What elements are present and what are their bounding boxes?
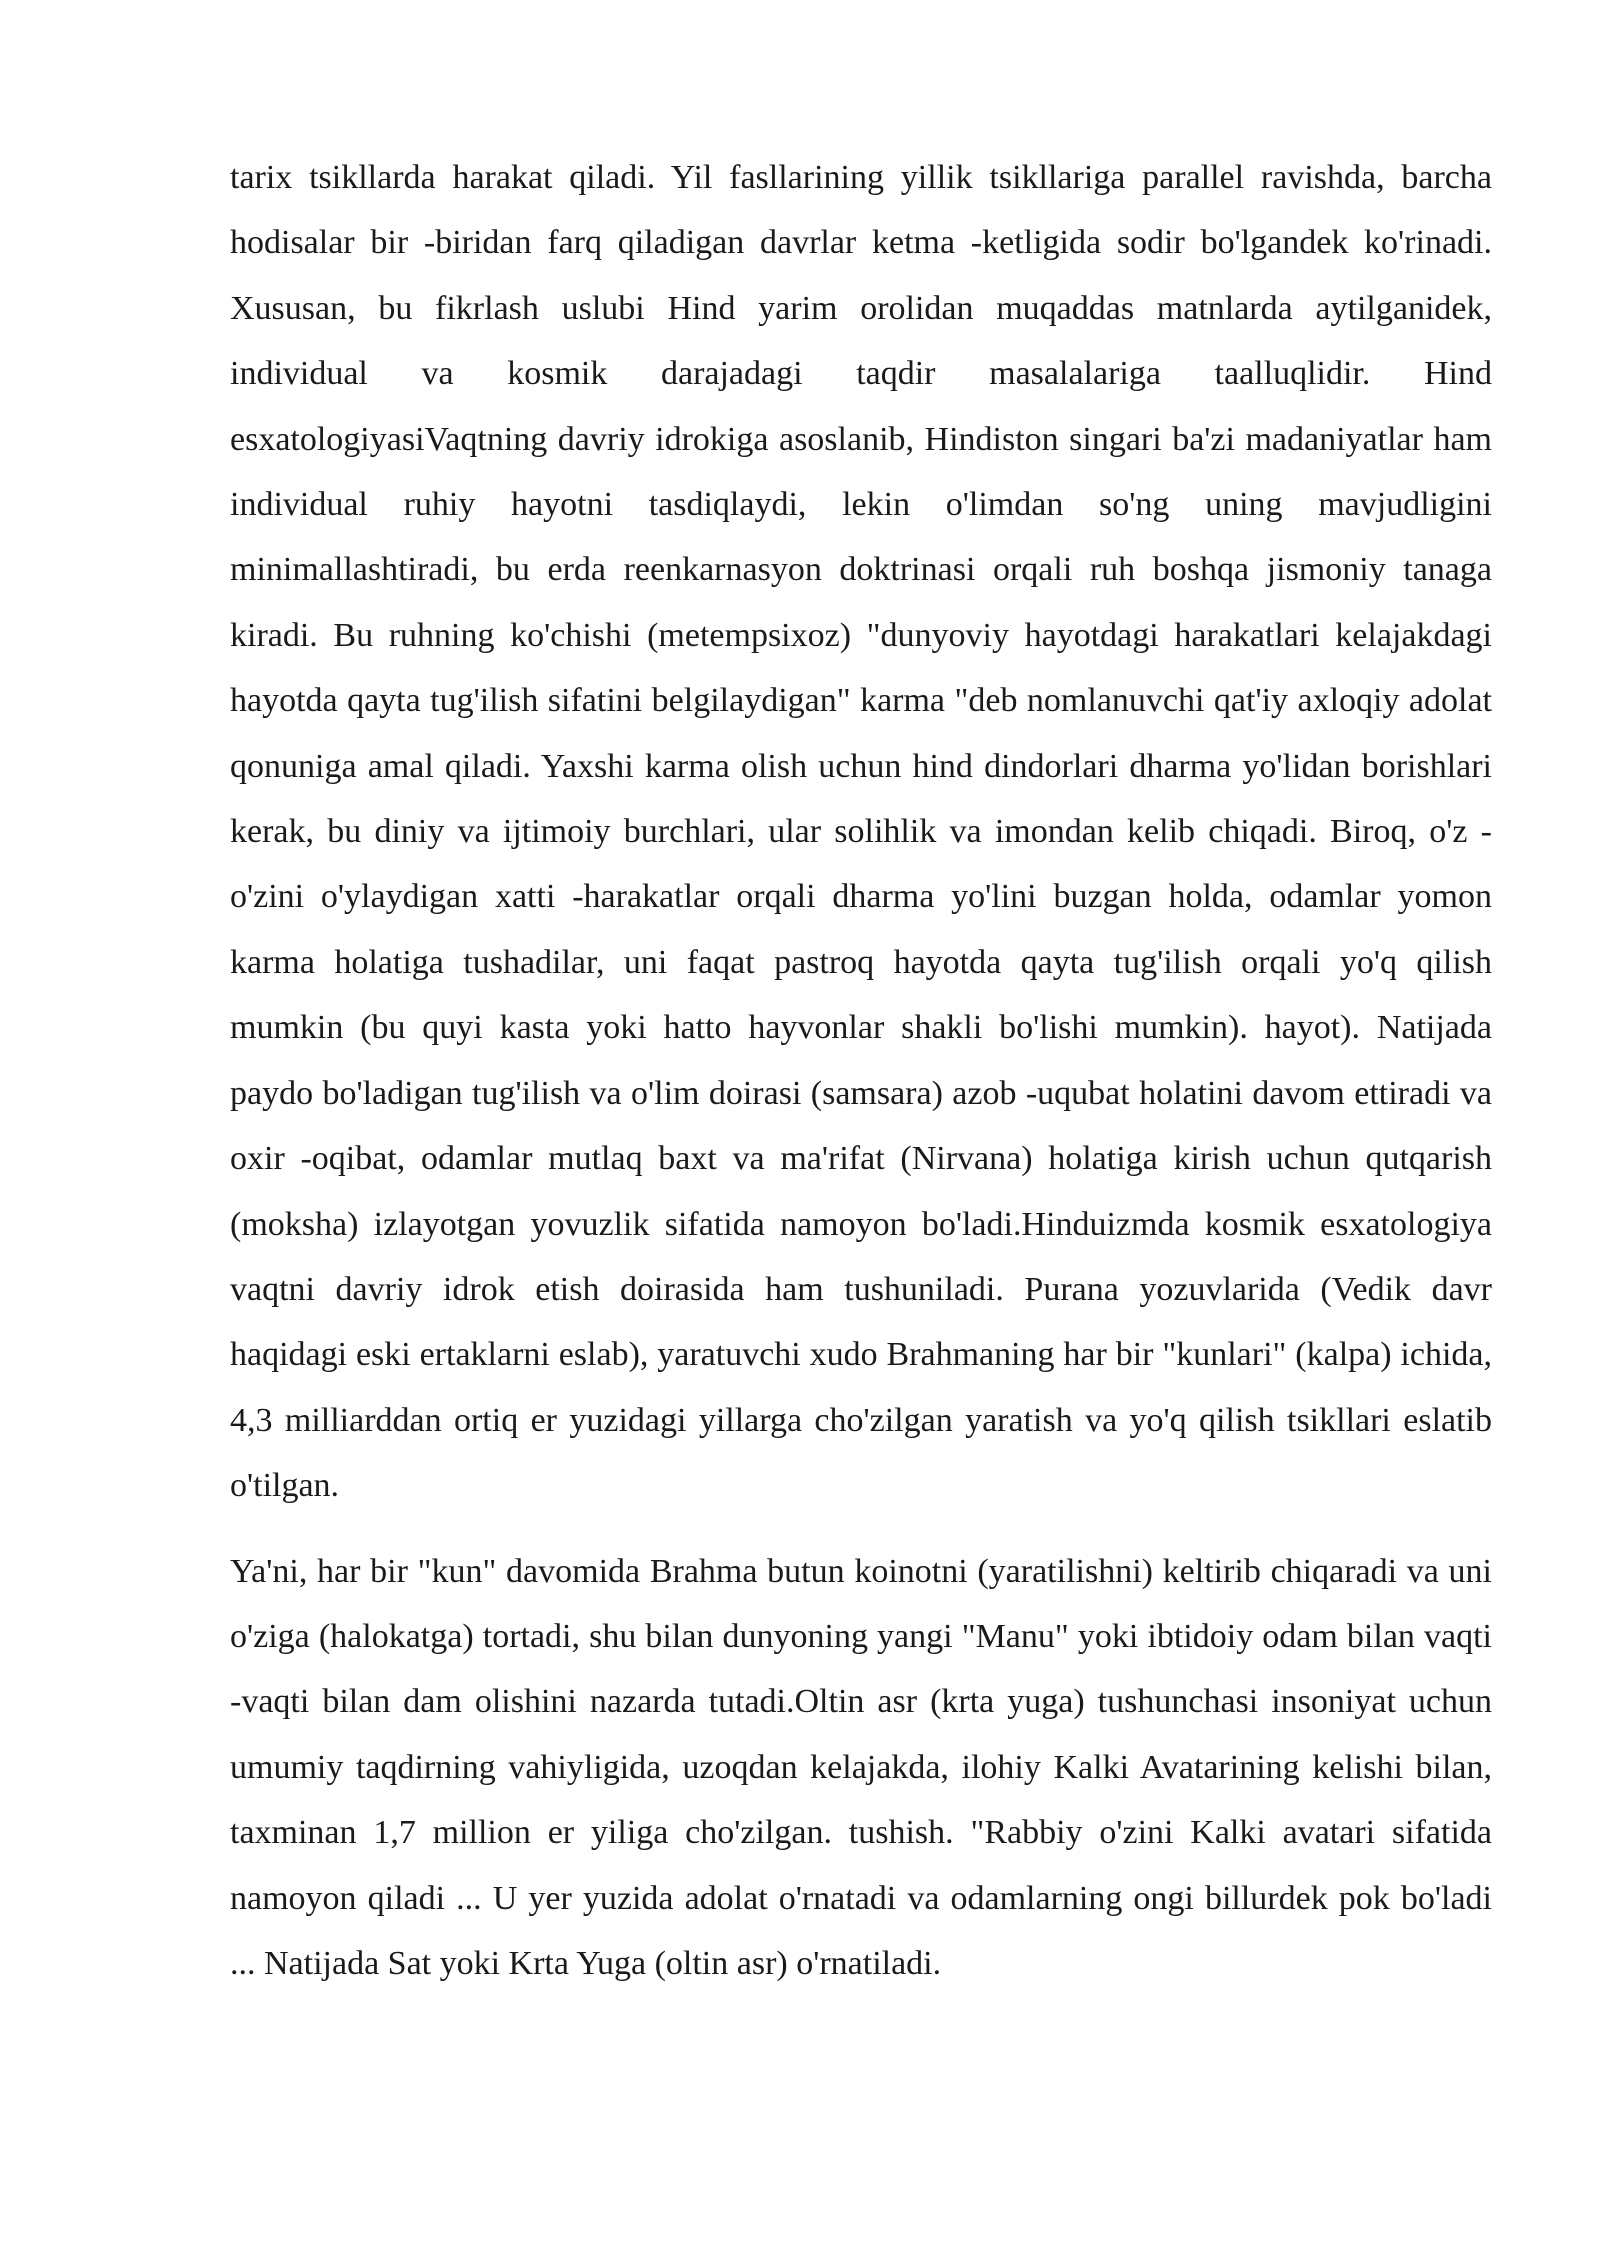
document-body [230, 145, 1492, 1996]
paragraph-2: Ya'ni, har bir "kun" davomida Brahma butun koinotni (yaratilishni) keltirib chiqaradi va uni o'ziga (halokatga) tortadi, shu bilan dunyoning yangi "Manu" yoki ibtidoiy odam bilan vaqti -vaqti bilan dam olishini nazarda tutadi.Oltin asr (krta yuga) tushunchasi insoniyat uchun umumiy taqdirning vahiyligida, uzoqdan kelajakda, ilohiy Kalki Avatarining kelishi bilan, taxminan 1,7 million er yiliga cho'zilgan. tushish. "Rabbiy o'zini Kalki avatari sifatida namoyon qiladi ... U yer yuzida adolat o'rnatadi va odamlarning ongi billurdek pok bo'ladi ... Natijada Sat yoki Krta Yuga (oltin asr) o'rnatiladi. [230, 1552, 1492, 1982]
paragraph-1: tarix tsikllarda harakat qiladi. Yil fasllarining yillik tsikllariga parallel ravishda, barcha hodisalar bir -biridan farq qiladigan davrlar ketma -ketligida sodir bo'lgandek ko'rinadi. Xususan, bu fikrlash uslubi Hind yarim orolidan muqaddas matnlarda aytilganidek, individual va kosmik darajadagi taqdir masalalariga taalluqlidir. Hind esxatologiyasiVaqtning davriy idrokiga asoslanib, Hindiston singari ba'zi madaniyatlar ham individual ruhiy hayotni tasdiqlaydi, lekin o'limdan so'ng uning mavjudligini minimallashtiradi, bu erda reenkarnasyon doktrinasi orqali ruh boshqa jismoniy tanaga kiradi. Bu ruhning ko'chishi (metempsixoz) "dunyoviy hayotdagi harakatlari kelajakdagi hayotda qayta tug'ilish sifatini belgilaydigan" karma "deb nomlanuvchi qat'iy axloqiy adolat qonuniga amal qiladi. Yaxshi karma olish uchun hind dindorlari dharma yo'lidan borishlari kerak, bu diniy va ijtimoiy burchlari, ular solihlik va imondan kelib chiqadi. Biroq, o'z -o'zini o'ylaydigan xatti -harakatlar orqali dharma yo'lini buzgan holda, odamlar yomon karma holatiga tushadilar, uni faqat pastroq hayotda qayta tug'ilish orqali yo'q qilish mumkin (bu quyi kasta yoki hatto hayvonlar shakli bo'lishi mumkin). hayot). Natijada paydo bo'ladigan tug'ilish va o'lim doirasi (samsara) azob -uqubat holatini davom ettiradi va oxir -oqibat, odamlar mutlaq baxt va ma'rifat (Nirvana) holatiga kirish uchun qutqarish (moksha) izlayotgan yovuzlik sifatida namoyon bo'ladi.Hinduizmda kosmik esxatologiya vaqtni davriy idrok etish doirasida ham tushuniladi. Purana yozuvlarida (Vedik davr haqidagi eski ertaklarni eslab), yaratuvchi xudo Brahmaning har bir "kunlari" (kalpa) ichida, 4,3 milliarddan ortiq er yuzidagi yillarga cho'zilgan yaratish va yo'q qilish tsikllari eslatib o'tilgan. [230, 159, 1492, 1505]
